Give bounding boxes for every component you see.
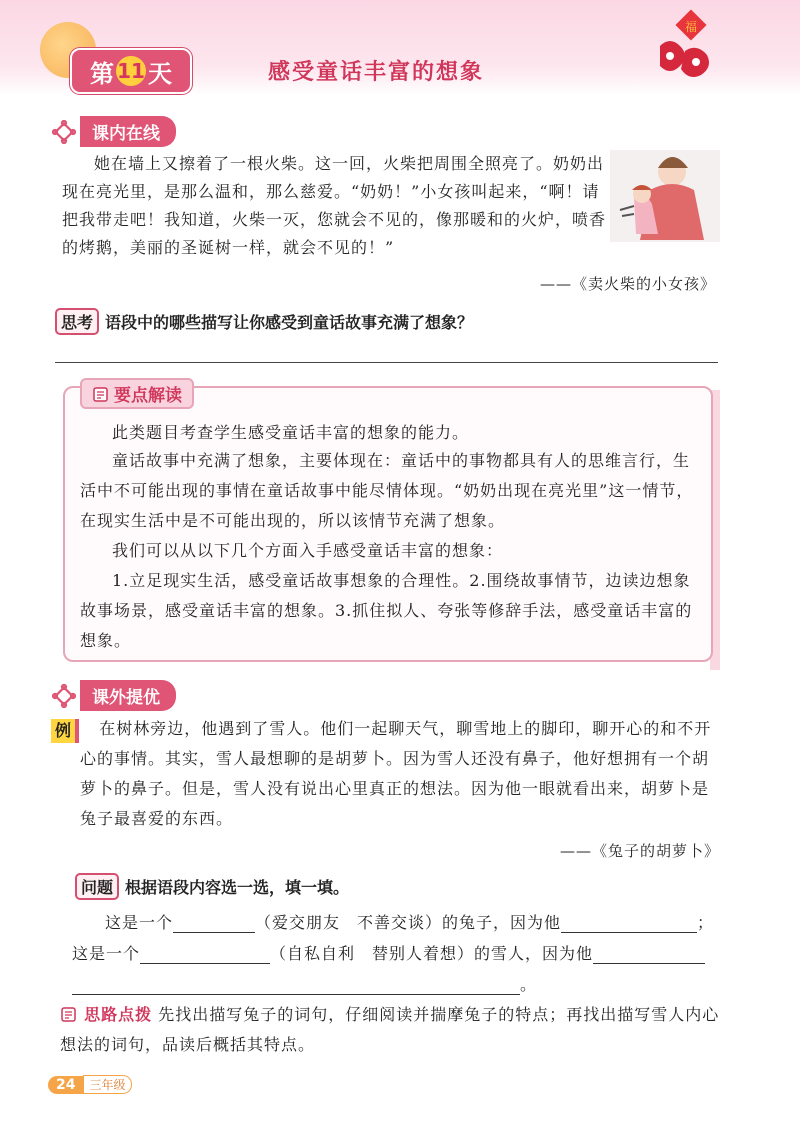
key-point-4: 1.立足现实生活，感受童话故事想象的合理性。2.围绕故事情节，边读边想象故事场景，感受童话丰富的想象。3.抓住拟人、夸张等修辞手法，感受童话丰富的想象。 — [80, 571, 693, 650]
problem-question — [75, 873, 349, 900]
key-points-tab — [80, 378, 194, 409]
fill-line-1 — [105, 910, 714, 933]
fill1-blank-reason[interactable] — [561, 932, 697, 933]
fill2-options: （自私自利 替别人着想）的雪人，因为他 — [270, 944, 594, 963]
fill2-prefix: 这是一个 — [72, 944, 141, 963]
day-badge — [70, 48, 192, 94]
fill-line-3 — [72, 972, 537, 995]
extra-passage: 在树林旁边，他遇到了雪人。他们一起聊天气，聊雪地上的脚印，聊开心的和不开心的事情。其实，雪人最想聊的是胡萝卜。因为雪人还没有鼻子，他好想拥有一个胡萝卜的鼻子。但是，雪人没有说出心里真正的想法。因为他一眼就看出来，胡萝卜是兔子最喜爱的东西。 — [80, 719, 712, 828]
key-point-2: 童话故事中充满了想象，主要体现在：童话中的事物都具有人的思维言行，生活中不可能出现的事情在童话故事中能尽情体现。“奶奶出现在亮光里”这一情节，在现实生活中是不可能出现的，所以该情节充满了想象。 — [80, 451, 694, 530]
fill2-blank-reason[interactable] — [593, 963, 705, 964]
extra-source: ——《兔子的胡萝卜》 — [560, 842, 721, 860]
think-tag: 思考 — [55, 308, 99, 335]
notepad-icon — [92, 385, 110, 403]
page-number: 24 — [48, 1076, 83, 1094]
day-prefix: 第 — [90, 59, 114, 88]
hint-text: 先找出描写兔子的词句，仔细阅读并揣摩兔子的特点；再找出描写雪人内心想法的词句，品读后概括其特点。 — [60, 1005, 720, 1054]
section-header-in-class — [52, 116, 176, 147]
section-label-extra: 课外提优 — [80, 680, 176, 711]
key-point-1: 此类题目考查学生感受童话丰富的想象的能力。 — [112, 423, 470, 442]
page-footer — [48, 1075, 132, 1094]
section-label-in-class: 课内在线 — [80, 116, 176, 147]
key-points-label: 要点解读 — [114, 386, 182, 406]
day-suffix: 天 — [148, 59, 172, 88]
chinese-knot-icon — [52, 120, 76, 144]
grandma-girl-illustration — [610, 150, 720, 242]
day-number: 11 — [116, 56, 146, 86]
fill1-end: ； — [697, 913, 715, 932]
fill1-prefix: 这是一个 — [105, 913, 174, 932]
notepad-icon — [60, 1005, 78, 1023]
chinese-knot-icon — [52, 684, 76, 708]
example-tag: 例 — [51, 719, 79, 743]
problem-question-text: 根据语段内容选一选，填一填。 — [125, 878, 350, 897]
key-point-3: 我们可以从以下几个方面入手感受童话丰富的想象： — [112, 541, 504, 560]
grade-label: 三年级 — [83, 1075, 131, 1094]
fill2-blank-choice[interactable] — [140, 963, 270, 964]
think-question-text: 语段中的哪些描写让你感受到童话故事充满了想象？ — [105, 313, 474, 332]
lantern-decoration-icon — [640, 6, 730, 96]
problem-tag: 问题 — [75, 873, 119, 900]
fu-char: 福 — [684, 20, 698, 34]
page-title: 感受童话丰富的想象 — [268, 60, 485, 85]
think-question — [55, 308, 473, 335]
fill2-blank-reason-cont[interactable] — [72, 994, 520, 995]
fill1-options: （爱交朋友 不善交谈）的兔子，因为他 — [255, 913, 562, 932]
fill-line-2 — [72, 941, 705, 964]
fill-end: 。 — [520, 975, 538, 994]
answer-line[interactable] — [55, 362, 718, 363]
hint-tag: 思路点拨 — [84, 1005, 153, 1024]
hint-paragraph — [60, 1000, 722, 1060]
fill1-blank-choice[interactable] — [173, 932, 255, 933]
section-header-extra — [52, 680, 176, 711]
in-class-source: ——《卖火柴的小女孩》 — [540, 275, 717, 293]
in-class-passage: 她在墙上又擦着了一根火柴。这一回，火柴把周围全照亮了。奶奶出现在亮光里，是那么温和，那么慈爱。“奶奶！”小女孩叫起来，“啊！请把我带走吧！我知道，火柴一灭，您就会不见的，像那暖和的火炉，喷香的烤鹅，美丽的圣诞树一样，就会不见的！” — [62, 154, 607, 257]
